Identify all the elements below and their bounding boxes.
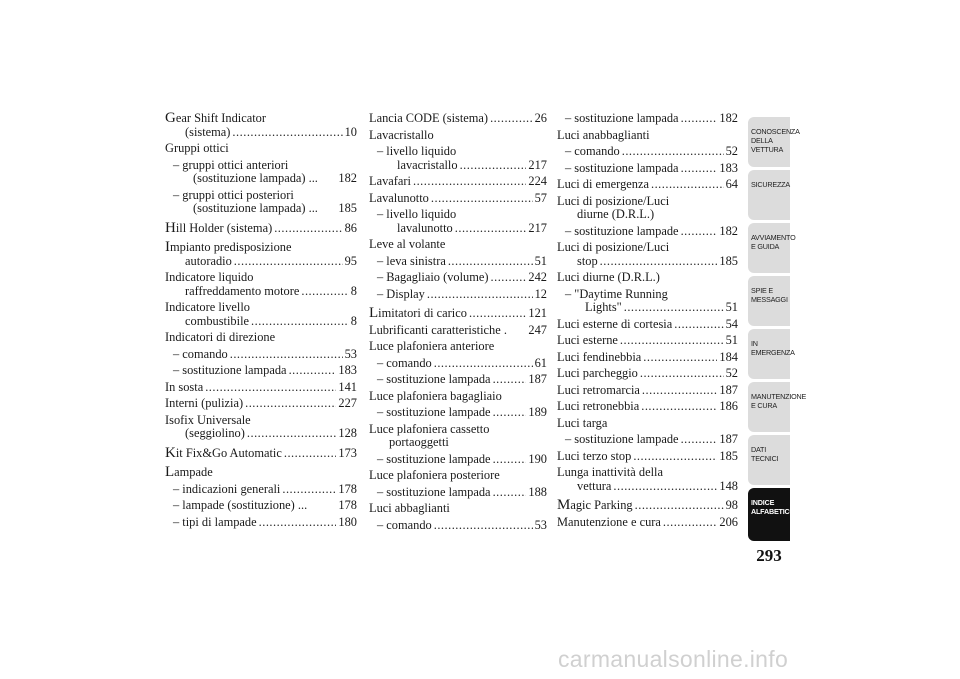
index-entry (369, 307, 547, 321)
index-entry (165, 483, 357, 497)
tab-indice-alfabetico[interactable]: INDICE ALFABETICO (748, 488, 790, 541)
entry-text: Luci esterne di cortesia (557, 316, 673, 331)
index-column-1 (165, 112, 357, 532)
entry-text: – comando (377, 355, 432, 370)
index-entry (165, 159, 357, 186)
index-entry (165, 444, 357, 461)
entry-text: Lubrificanti caratteristiche . (369, 322, 507, 337)
entry-text: Limitatori di carico (369, 305, 467, 321)
index-entry (165, 142, 357, 156)
entry-text: – gruppi ottici anteriori (173, 157, 289, 172)
index-entry (557, 195, 738, 222)
index-entry (165, 414, 357, 441)
index-entry (557, 466, 738, 493)
index-entry (369, 502, 547, 516)
entry-text: Interni (pulizia) (165, 396, 244, 410)
index-entry (369, 238, 547, 252)
entry-page: 185 (338, 201, 357, 215)
entry-text: Lavalunotto (369, 190, 429, 205)
entry-page: 8 (350, 283, 357, 298)
entry-text: Lavacristallo (369, 127, 434, 142)
index-entry (165, 271, 357, 298)
index-entry (165, 381, 357, 395)
entry-text: – sostituzione lampade (565, 223, 679, 238)
index-entry (369, 357, 547, 371)
entry-page: 183 (338, 363, 357, 377)
index-entry (165, 301, 357, 328)
entry-text: Luce plafoniera posteriore (369, 468, 500, 482)
page-number: 293 (756, 546, 782, 565)
entry-page: 188 (528, 484, 547, 499)
entry-text: Indicatore livello (165, 300, 250, 314)
entry-continuation: stop (577, 253, 598, 268)
index-entry (165, 364, 357, 378)
tab-conoscenza-della-vettura[interactable]: CONOSCENZA DELLA VETTURA (748, 117, 790, 167)
entry-text: – indicazioni generali (173, 481, 281, 496)
tab-in-emergenza[interactable]: IN EMERGENZA (748, 329, 790, 379)
index-entry (557, 433, 738, 447)
index-entry (369, 175, 547, 189)
entry-page: 183 (719, 160, 738, 175)
entry-page: 121 (528, 306, 547, 320)
entry-page: 247 (528, 322, 547, 337)
index-entry (369, 340, 547, 354)
index-entry (369, 406, 547, 420)
entry-text: Luce plafoniera anteriore (369, 339, 495, 353)
entry-text: – sostituzione lampada (565, 160, 679, 175)
entry-text: – livello liquido (377, 144, 457, 158)
index-entry (369, 486, 547, 500)
entry-page: 86 (344, 220, 357, 235)
entry-page: 178 (338, 481, 357, 496)
entry-text: Luci retronebbia (557, 399, 640, 413)
entry-text: – comando (377, 517, 432, 532)
entry-page: 128 (338, 426, 357, 440)
entry-text: – sostituzione lampada (377, 484, 491, 499)
entry-text: – sostituzione lampada (377, 372, 491, 386)
entry-text: Luci di emergenza (557, 177, 649, 191)
index-entry (557, 334, 738, 348)
entry-page: 242 (528, 270, 547, 284)
entry-page: 64 (725, 177, 738, 191)
index-entry (369, 255, 547, 269)
entry-text: Luce plafoniera cassetto (369, 421, 490, 436)
index-entry (369, 453, 547, 467)
entry-continuation: diurne (D.R.L.) (577, 207, 655, 221)
index-entry (369, 423, 547, 450)
index-entry (369, 129, 547, 143)
entry-continuation: autoradio (185, 253, 232, 268)
entry-page: 182 (338, 171, 357, 185)
entry-page: 8 (350, 313, 357, 328)
tab-manutenzione-e-cura[interactable]: MANUTENZIONE E CURA (748, 382, 790, 432)
entry-page: 187 (719, 432, 738, 446)
entry-continuation: (sostituzione lampada) ... (193, 201, 318, 215)
index-entry (369, 390, 547, 404)
entry-text: Gruppi ottici (165, 141, 229, 155)
index-entry (557, 162, 738, 176)
entry-text: Lavafari (369, 174, 411, 188)
index-entry (557, 450, 738, 464)
index-entry (557, 145, 738, 159)
entry-text: Leve al volante (369, 237, 446, 251)
entry-page: 186 (719, 399, 738, 413)
index-entry (165, 189, 357, 216)
entry-page: 61 (534, 355, 547, 370)
tab-sicurezza[interactable]: SICUREZZA (748, 170, 790, 220)
entry-continuation: (sostituzione lampada) ... (193, 171, 318, 185)
entry-text: Indicatori di direzione (165, 330, 276, 344)
entry-text: – Display (377, 286, 425, 301)
entry-page: 185 (719, 448, 738, 463)
entry-text: – sostituzione lampade (377, 405, 491, 419)
entry-text: Indicatore liquido (165, 270, 254, 284)
entry-continuation: portaoggetti (389, 435, 449, 449)
entry-page: 10 (344, 124, 357, 139)
index-entry (557, 178, 738, 192)
entry-text: Luce plafoniera bagagliaio (369, 388, 502, 403)
index-entry (165, 397, 357, 411)
entry-text: Luci anabbaglianti (557, 127, 650, 142)
index-entry (369, 288, 547, 302)
index-entry (369, 469, 547, 483)
index-entry (557, 318, 738, 332)
entry-text: – "Daytime Running (565, 286, 668, 301)
index-entry (369, 519, 547, 533)
entry-text: Impianto predisposizione (165, 239, 292, 255)
index-entry (369, 112, 547, 126)
entry-text: – tipi di lampade (173, 514, 257, 529)
entry-page: 182 (719, 223, 738, 238)
entry-page: 57 (534, 190, 547, 205)
entry-page: 51 (725, 333, 738, 347)
entry-page: 206 (719, 514, 738, 529)
index-column-3 (557, 112, 738, 532)
entry-page: 189 (528, 405, 547, 419)
entry-page: 227 (338, 396, 357, 410)
entry-page: 52 (725, 144, 738, 158)
entry-text: Luci di posizione/Luci (557, 240, 670, 254)
entry-text: Luci terzo stop (557, 448, 632, 463)
entry-text: – leva sinistra (377, 253, 446, 268)
entry-page: 187 (719, 382, 738, 397)
entry-continuation: (sistema) (185, 124, 231, 139)
entry-text: Luci abbaglianti (369, 501, 450, 515)
index-entry (557, 271, 738, 285)
entry-text: – sostituzione lampada (173, 363, 287, 377)
index-entry (557, 516, 738, 530)
entry-text: – livello liquido (377, 207, 457, 221)
entry-text: Kit Fix&Go Automatic (165, 444, 282, 461)
entry-text: – sostituzione lampada (565, 111, 679, 125)
entry-page: 95 (344, 253, 357, 268)
entry-text: Lancia CODE (sistema) (369, 111, 489, 125)
entry-continuation: lavacristallo (397, 157, 458, 172)
entry-page: 178 (338, 498, 357, 512)
entry-page: 12 (534, 286, 547, 301)
entry-page: 53 (534, 517, 547, 532)
index-entry (557, 225, 738, 239)
index-entry (557, 417, 738, 431)
entry-text: – gruppi ottici posteriori (173, 187, 294, 202)
index-entry (165, 516, 357, 530)
entry-text: – comando (173, 346, 228, 361)
index-entry (557, 367, 738, 381)
entry-text: – Bagagliaio (volume) (377, 270, 489, 284)
entry-text: Luci parcheggio (557, 366, 638, 380)
index-entry (369, 208, 547, 235)
entry-continuation: Lights" (585, 300, 622, 314)
index-entry (557, 112, 738, 126)
entry-page: 217 (528, 157, 547, 172)
entry-page: 187 (528, 372, 547, 386)
index-entry (557, 400, 738, 414)
entry-text: Lampade (165, 464, 213, 480)
index-entry (557, 351, 738, 365)
entry-page: 53 (344, 346, 357, 361)
index-entry (557, 129, 738, 143)
entry-page: 190 (528, 451, 547, 466)
entry-page: 224 (528, 174, 547, 188)
entry-page: 173 (338, 445, 357, 460)
entry-continuation: raffreddamento motore (185, 283, 300, 298)
index-entry (165, 499, 357, 513)
entry-text: Hill Holder (sistema) (165, 219, 273, 236)
entry-continuation: lavalunotto (397, 220, 453, 235)
watermark: carmanualsonline.info (558, 646, 789, 672)
entry-text: Isofix Universale (165, 412, 251, 427)
index-entry (369, 271, 547, 285)
entry-continuation: (seggiolino) (185, 426, 245, 440)
entry-text: Luci targa (557, 415, 608, 430)
entry-text: Gear Shift Indicator (165, 110, 266, 126)
tab-spie-e-messaggi[interactable]: SPIE E MESSAGGI (748, 276, 790, 326)
index-entry (369, 324, 547, 338)
entry-page: 148 (719, 478, 738, 493)
entry-page: 217 (528, 220, 547, 235)
entry-text: – sostituzione lampade (565, 432, 679, 446)
entry-page: 184 (719, 349, 738, 364)
entry-text: – lampade (sostituzione) ... (173, 498, 308, 512)
index-entry (165, 331, 357, 345)
entry-page: 180 (338, 514, 357, 529)
entry-text: Manutenzione e cura (557, 514, 661, 529)
entry-page: 98 (725, 498, 738, 512)
entry-continuation: vettura (577, 478, 612, 493)
index-entry (165, 348, 357, 362)
tab-avviamento-e-guida[interactable]: AVVIAMENTO E GUIDA (748, 223, 790, 273)
entry-text: Luci di posizione/Luci (557, 193, 670, 208)
index-entry (557, 288, 738, 315)
entry-text: Luci esterne (557, 333, 618, 347)
tab-dati-tecnici[interactable]: DATI TECNICI (748, 435, 790, 485)
index-entry (165, 219, 357, 236)
entry-text: – comando (565, 144, 620, 158)
entry-text: In sosta (165, 379, 204, 394)
entry-page: 52 (725, 366, 738, 380)
entry-text: Luci diurne (D.R.L.) (557, 270, 660, 284)
entry-page: 51 (534, 253, 547, 268)
index-entry (165, 112, 357, 139)
index-entry (557, 499, 738, 513)
entry-page: 185 (719, 253, 738, 268)
index-entry (369, 145, 547, 172)
entry-page: 26 (534, 111, 547, 125)
index-entry (557, 241, 738, 268)
entry-text: Magic Parking (557, 497, 633, 513)
entry-text: Luci retromarcia (557, 382, 640, 397)
entry-page: 141 (338, 379, 357, 394)
entry-text: Luci fendinebbia (557, 349, 642, 364)
chapter-tabs (748, 117, 807, 544)
index-entry (165, 466, 357, 480)
entry-continuation: combustibile (185, 313, 250, 328)
entry-page: 182 (719, 111, 738, 125)
index-entry (369, 192, 547, 206)
index-column-2 (369, 112, 547, 535)
index-entry (557, 384, 738, 398)
index-entry (165, 241, 357, 268)
entry-text: Lunga inattività della (557, 465, 663, 479)
entry-text: – sostituzione lampade (377, 451, 491, 466)
index-entry (369, 373, 547, 387)
entry-page: 54 (725, 316, 738, 331)
entry-page: 51 (725, 300, 738, 314)
